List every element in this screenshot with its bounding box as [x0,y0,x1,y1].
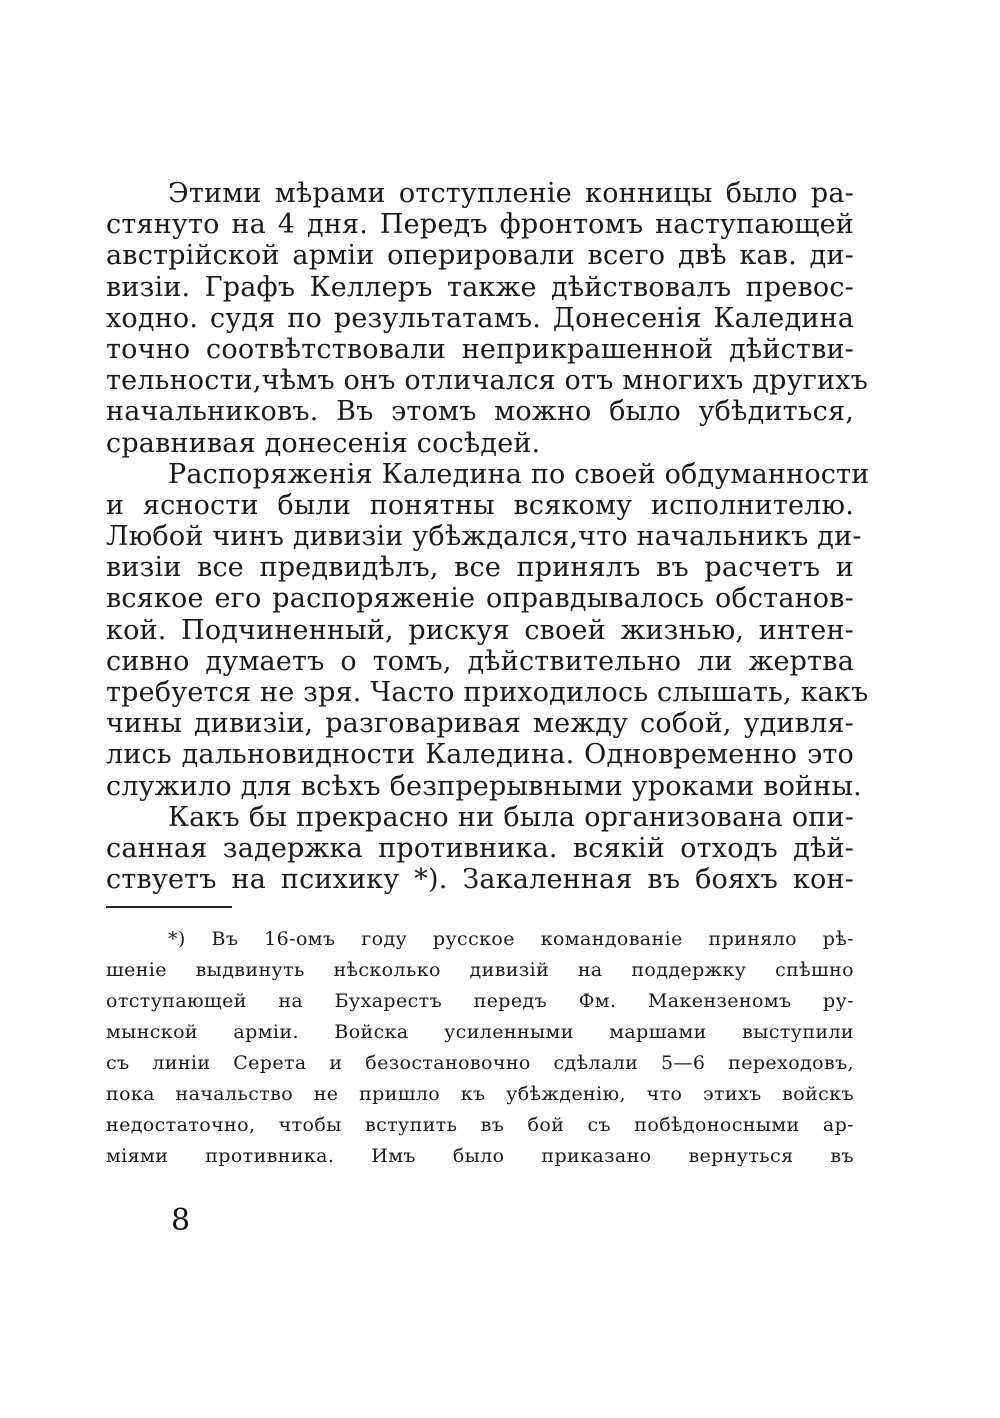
text-line: начальниковъ. Въ этомъ можно было убѣдиться, [106,396,854,428]
footnote-line: міями противника. Имъ было приказано вернуться въ [106,1145,854,1168]
text-line: кой. Подчиненный, рискуя своей жизнью, интен- [106,614,854,646]
footnote-line: пока начальство не пришло къ убѣжденію, что этихъ войскъ [106,1083,854,1106]
text-line: визіи. Графъ Келлеръ также дѣйствовалъ превос- [106,271,854,303]
page-number: 8 [171,1203,191,1238]
footnote-line: шеніе выдвинуть нѣсколько дивизій на поддержку спѣшно [106,959,854,982]
text-line: лись дальновидности Каледина. Одновременно это [106,739,854,771]
text-line: точно соотвѣтствовали неприкрашенной дѣйстви- [106,333,854,365]
text-line: требуется не зря. Часто приходилось слышать, какъ [106,677,869,708]
text-line: визіи все предвидѣлъ, все принялъ въ расчетъ и [106,552,854,584]
text-line: стянуто на 4 дня. Передъ фронтомъ наступающей [106,209,854,241]
text-line: Этими мѣрами отступленіе конницы было ра- [168,178,854,209]
text-line: австрійской арміи оперировали всего двѣ кав. ди- [106,240,854,272]
footnote-divider [106,906,232,908]
text-line: и ясности были понятны всякому исполнителю. [106,489,854,521]
text-line: всякое его распоряженіе оправдывалось обстанов- [106,583,854,615]
book-page [106,178,870,1172]
footnote-line: *) Въ 16-омъ году русское командованіе приняло рѣ- [168,928,854,951]
text-line: ствуетъ на психику *). Закаленная въ бояхъ кон- [106,864,854,896]
footnote-line: мынской арміи. Войска усиленными маршами выступили [106,1021,854,1044]
footnote-line: недостаточно, чтобы вступить въ бой съ побѣдоносными ар- [106,1114,854,1137]
text-line: сивно думаетъ о томъ, дѣйствительно ли жертва [106,645,854,677]
text-line: чины дивизіи, разговаривая между собой, удивля- [106,708,854,740]
text-line: Любой чинъ дивизіи убѣждался,что начальникъ ди- [106,521,862,553]
text-line: сравнивая донесенія сосѣдей. [106,427,541,459]
text-line: ходно. судя по результатамъ. Донесенія Каледина [106,302,854,334]
text-line: служило для всѣхъ безпрерывными уроками войны. [106,770,862,802]
text-line: санная задержка противника. всякій отходъ дѣй- [106,832,854,864]
footnote-line: отступающей на Бухарестъ передъ Фм. Макензеномъ ру- [106,990,854,1013]
main-text [106,178,870,896]
text-line: Какъ бы прекрасно ни была организована опи- [168,801,854,833]
text-line: тельности,чѣмъ онъ отличался отъ многихъ другихъ [106,365,869,397]
footnote-line: съ линіи Серета и безостановочно сдѣлали 5—6 переходовъ, [106,1052,854,1075]
text-line: Распоряженія Каледина по своей обдуманности [168,458,870,490]
footnote [106,924,854,1172]
